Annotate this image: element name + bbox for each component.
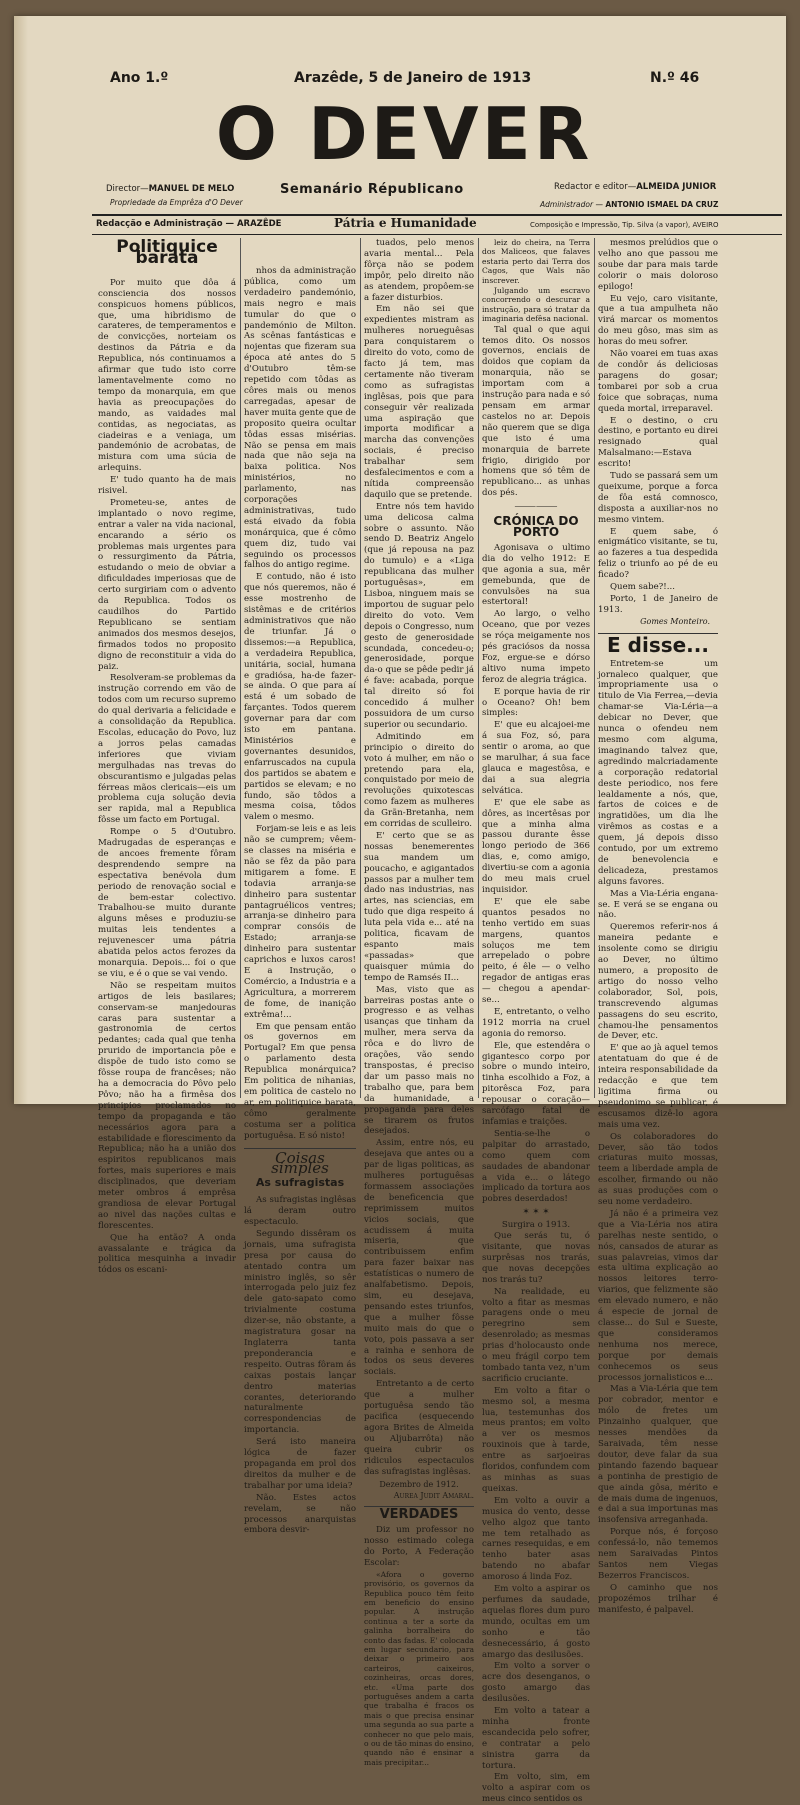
article-paragraph: Entretanto a de certo que a mulher portuguêsa sendo tão pacifica (esquecendo agora Brites de Almeida ou Aljubarrôta) não queira cubrir os ridiculos espectaculos das sufragistas inglêsas.	[364, 1379, 474, 1477]
article-paragraph: Que ha então? A onda avassalante e trágica da politica mesquinha a invadir tódos os escani-	[98, 1232, 236, 1276]
article-paragraph: O caminho que nos propozémos trilhar é manifesto, é palpavel.	[598, 1582, 718, 1615]
column-divider	[360, 238, 361, 1098]
article-paragraph: Mas, visto que as barreiras postas ante o progresso e as velhas usanças que tinham da mulher, mera serva da rôca e do livro de orações, vão sendo transpostas, é preciso dar um passo mais no trabalho que, para bem da humanidade, a propaganda para deles se tirarem os frutos desejados.	[364, 984, 474, 1137]
article-paragraph: Prometeu-se, antes de implantado o novo regime, entrar a valer na vida nacional, encarando a sério os problemas mais urgentes para o ressurgimento da Pátria, estudando o meio de obviar a dificuldades imperiosas que de certo surgiriam com o advento da Republica. Todos os caudilhos do Partido Republicano se sentiam animados dos mesmos desejos, firmados todos no proposito digno de reconstituir a vida do paiz.	[98, 497, 236, 672]
article-paragraph: E porque havia de rir o Oceano? Oh! bem simples:	[482, 686, 590, 719]
article-paragraph: Forjam-se leis e as leis não se cumprem; vêem-se classes na miséria e não se fêz da pão para mitigarem a fome. E todavia arranja-se dinheiro para sustentar pantagruélicos ventres; arranja-se dinheiro para comprar consóis de Estado; arranja-se dinheiro para sustentar caprichos e luxos caros! E a Instrução, o Comércio, a Industria e a Agricultura, a morrerem de fome, de inanição extrêma!...	[244, 824, 356, 1020]
newspaper-page	[14, 16, 786, 1805]
issue-number: N.º 46	[650, 70, 700, 86]
editor-line: Redactor e editor—ALMEIDA JUNIOR	[554, 182, 717, 192]
article-paragraph: Em volto a sorver o acre dos desenganos, o gosto amargo das desilusões.	[482, 1661, 590, 1705]
article-paragraph: E' que eu alcajoei-me á sua Foz, só, para sentir o aroma, ao que se marulhar, á sua face glauca e magestôsa, e dai a sua alegria selvática.	[482, 720, 590, 796]
article-paragraph: Na realidade, eu volto a fitar as mesmas paragens onde o meu peregrino sem desenrolado; as mesmas prias d'holocausto onde o meu frágil corpo tem tombado tanta vez, n'um sacrificio cruciante.	[482, 1286, 590, 1384]
quoted-note: «Afora o governo provisório, os governos da Republica pouco têm feito em beneficio do ensino popular. A instrução continua a ter a sorte da galinha borralheira do conto das fadas. E' colocada em lugar secundario, para deixar o primeiro aos carteiros, caixeiros, cozinheiras, orcas dores, etc. «Uma parte dos portuguêses andem a carta que trabalha é fracos os mais o que precisa ensinar uma segunda ao sua parte a conhecer no que pelo mais, o ou de tão minas do ensino, quando não é ensinar a mais precipitar...	[364, 1569, 474, 1767]
article-paragraph: E' que ele sabe as dôres, as incertêsas por que a minha alma passou durante êsse longo periodo de 366 dias, e, como amigo, divertiu-se com a agonia do meu mais cruel inquisidor.	[482, 797, 590, 895]
article-paragraph: E' que ele sabe quantos pesados no tenho vertido em suas margens, quantos soluços me tem arrepelado o pobre peito, é êle — o velho regador de antigas eras — chegou a apendar-se...	[482, 896, 590, 1006]
administrator-line: Administrador — ANTONIO ISMAEL DA CRUZ	[540, 200, 719, 209]
article-paragraph: Já não é a primeira vez que a Via-Léria nos atira parelhas neste sentido, o nós, cansados de aturar as suas palavreias, vimos dar esta ultima explicação ao nossos leitores terro-viarios, que felizmente são em elevado numero, e não á especie de jornal de classe... do Sul e Sueste, que consideramos nenhuma nos merece, porque por demais conhecemos os seus processos jornalisticos e...	[598, 1208, 718, 1383]
article-paragraph: E' que ao jà aquel temos atentatuam do que é de inteira responsabilidade da redacção e que tem ligitima firma ou pseudonimo se publicar, é escusamos dizê-lo agora mais uma vez.	[598, 1043, 718, 1130]
column-5	[598, 238, 718, 1615]
article-paragraph: Por muito que dôa á consciencia dos nossos conspicuos homens públicos, que, uma hibridismo de carateres, de temperamentos e de convicções, norteiam os destinos da Pátria e da Republica, nós continuamos a afirmar que tudo isto corre lamentavelmente como no tempo da monarquia, em que havia as preocupações do mando, as vaidades mal contidas, as negociatas, as ciadeiras e a veniaga, um pandemónio de acrobatas, de mistura com uma súcia de arlequins.	[98, 277, 236, 474]
article-paragraph: Porque nós, é forçoso confessá-lo, não tememos nem Saraivadas Pintos Santos nem Viegas Bezerros Franciscos.	[598, 1527, 718, 1581]
article-signature: Gomes Monteiro.	[640, 616, 710, 626]
article-paragraph: E' certo que se as nossas benemerentes sua mandem um poucacho, e agigantados passos par a mulher tem dado nas industrias, nas artes, nas sciencias, em tudo que diga respeito á luta pela vida e... até na politica, ficavam de espanto mais «passadas» que quaisquer múmia do tempo de Ramsés II...	[364, 830, 474, 983]
article-paragraph: Assim, entre nós, eu desejava que antes ou a par de ligas politicas, as mulheres portuguêsas formassem associações de beneficencia que reprimissem muitos vicios sociais, que acudissem á muita miseria, que contribuissem enfim para fazer baixar nas estatísticas o numero de analfabetismo. Depois, sim, eu desejava, pensando estes triunfos, que a mulher fôsse muito mais do que o voto, pois passava a ser a rainha e senhora de todos os seus deveres sociais.	[364, 1138, 474, 1378]
article-paragraph: Em volto a ouvir a musica do vento, desse velho algoz que tanto me tem retalhado as carnes resequidas, e em tenho bater asas batendo no abafar amoroso á linda Foz.	[482, 1495, 590, 1583]
article-paragraph: E' tudo quanto ha de mais risivel.	[98, 475, 236, 497]
column-2	[244, 266, 357, 1536]
article-paragraph: Não voarei em tuas axas de condôr ás deliciosas paragens do gosar; tombarei por sob a crua foice que sobraças, numa queda mortal, irreparavel.	[598, 349, 718, 414]
issue-date: Arazêde, 5 de Janeiro de 1913	[294, 70, 532, 86]
article-paragraph: E, entretanto, o velho 1912 morria na cruel agonia do remorso.	[482, 1006, 590, 1039]
ownership-line: Propriedade da Emprêza d'O Dever	[110, 198, 243, 207]
article-paragraph: Em volto a aspirar os perfumes da saudade, aquelas flores dum puro mundo, ocultas em um sonho e tão desnecessário, á gosto amargo das desilusões.	[482, 1584, 590, 1660]
headline-politiquice: Politiquice barata	[116, 237, 218, 268]
column-1	[98, 237, 236, 1276]
article-paragraph: Admitindo em principio o direito do voto á mulher, em não o pretendo para ela, conquistado por meio de revoluções quixotescas como fazem as mulheres da Grãn-Bretanha, nem em corridas de sculleiro.	[364, 731, 474, 830]
article-paragraph: Diz um professor no nosso estimado colega do Porto, A Federação Escolar:	[364, 1525, 474, 1568]
column-divider	[240, 238, 241, 1098]
article-paragraph: Ao largo, o velho Oceano, que por vezes se róça meigamente nos pés graciósos da nossa Foz, ergue-se e dórso altivo numa impeto feroz de alegria trágica.	[482, 609, 590, 685]
article-paragraph: Segundo dissêram os jornais, uma sufragista presa por causa do atentado contra um ministro inglês, so sêr interrogada pelo juiz fez dele gato-sapato como trivialmente costuma dizer-se, não obstante, a magistratura gosar na Inglaterra tanta preponderancia e respeito. Outras fôram ás caixas postais lançar dentro materias corantes, deteriorando naturalmente correspondencias de importancia.	[244, 1228, 356, 1436]
article-paragraph: Os colaboradores do Dever, são tão todos criaturas muito mossas, teem a liberdade ampla de escolher, firmando ou não as suas produções com o seu nome verdadeiro.	[598, 1131, 718, 1208]
article-date: Dezembro de 1912.	[379, 1480, 459, 1490]
column-divider	[594, 238, 595, 1098]
masthead-title: O DEVER	[215, 92, 593, 176]
article-paragraph: Que serás tu, ó visitante, que novas surprêsas nos trarás, que novas decepções nos trarás tu?	[482, 1231, 590, 1285]
article-paragraph: Tudo se passará sem um queixume, porque a forca de fôa está comnosco, disposta a auxiliar-nos no mesmo vintem.	[598, 471, 718, 525]
column-divider	[478, 238, 479, 1098]
article-paragraph: As sufragistas inglêsas lá deram outro espectaculo.	[244, 1195, 356, 1228]
article-paragraph: tuados, pelo menos avaria mental... Pela fôrça não se podem impôr, pelo direito não as atendem, propôem-se a fazer disturbios.	[364, 238, 474, 303]
article-paragraph: Tal qual o que aqui temos dito. Os nossos governos, enciais de doidos que copiam da monarquia, não se importam com a instrução para nada e só pensam em armar castelos no ar. Depois não querem que se diga que isto é uma monarquia de barrete frigio, dirigido por homens que só têm de republicano... as unhas dos pés.	[482, 324, 590, 499]
article-paragraph: Entre nós tem havido uma delicosa calma sobre o assunto. Não sendo D. Beatriz Angelo (que já repousa na paz do tumulo) e a «Liga republicana das mulher portuguêsas», em Lisboa, ninguem mais se importou de suguar pelo direito do voto. Vem depois o Congresso, num gesto de generosidade scundada, concedeu-o; generosidade, porque da-o que se pêde pedir já é fave: acabada, porque tal direito só foi concedido á mulher possuidora de um curso superior ou secundario.	[364, 501, 474, 730]
article-paragraph: Mas a Via-Léria engana-se. E verá se se engana ou não.	[598, 888, 718, 921]
printer-line: Composição e Impressão, Tip. Silva (a vapor), AVEIRO	[530, 221, 719, 229]
motto: Pátria e Humanidade	[334, 216, 477, 230]
section-verdades: VERDADES	[379, 1507, 459, 1523]
quoted-note: Julgando um escravo concorrendo o descurar a instrução, para só tratar da imaginaria defêsa nacional.	[482, 286, 590, 324]
article-paragraph: Rompe o 5 d'Outubro. Madrugadas de esperanças e de ancoes fremente fôram desprendendo sempre na espectativa benévola dum periodo de renovação social e de bem-estar colectivo. Trabalhou-se muito durante alguns mêses e produziu-se muitas leis tendentes a rejuvenescer uma pátria abatida pelos actos ferozes da monarquia. Depois... foi o que se viu, e é o que se vai vendo.	[98, 827, 236, 979]
article-paragraph: E contudo, não é isto que nós queremos, não é esse mostrenho de sistêmas e de critérios administrativos que não de triunfar. Já o dissemos:—a Republica, a verdadeira Republica, unitária, social, humana e gradiósa, ha-de fazer-se ainda. O que para aí está é um sobado de farçantes. Todos querem governar para dar com isto em pantana. Ministérios e governantes desunidos, enfarruscados na cupula dos partidos se abatem e partidos se elevam; e no fundo, são tôdos a mesma coisa, tôdos valem o mesmo.	[244, 572, 356, 823]
article-paragraph: Em volto, sim, em volto a aspirar com os meus cinco sentidos os	[482, 1772, 590, 1805]
article-paragraph: Quem sabe?!...	[610, 582, 675, 593]
article-paragraph: Mas a Via-Léria que tem por cobrador, mentor e mólo de fretes um Pinzainho qualquer, que nesses mendões da Saraivada, têm nesse doutor, deve falar da sua pintando fazendo baquear a pontinha de prestigio de que ainda gôsa, mérito e de mais duma de ingenuos, e dai a sua importunas mas insofensiva arreganhada.	[598, 1384, 718, 1526]
subsection-sufragistas: As sufragistas	[255, 1176, 345, 1190]
article-paragraph: Ele, que estendêra o gigantesco corpo por sobre o mundo inteiro, tinha escolhido a Foz, a pitorêsca Foz, para repousar o coração—sarcófago fatal de infamias e traições.	[482, 1040, 590, 1127]
surgiu-line: Surgira o 1913.	[501, 1220, 571, 1231]
article-paragraph: Queremos referir-nos á maneira pedante e insolente como se dirigiu ao Dever, no último numero, a proposito de artigo do nosso velho colaborador, Sol, pois, transcrevendo algumas passagens do seu escrito, chamou-lhe pensamentos de Dever, etc.	[598, 922, 718, 1042]
article-paragraph: nhos da administração pública, como um verdadeiro pandemónio, mais negro e mais tumular do que o pandemónio de Milton. As scênas fantásticas e nojentas que fizeram sua época até antes do 5 d'Outubro têm-se repetido com tôdas as côres mais ou menos carregadas, apesar de haver muita gente que de proposito queira ocultar tôdas essas misérias. Não se pensa em mais nada que não seja na baixa politica. Nos ministérios, no parlamento, nas corporações administrativas, tudo está eivado da fobia monárquica, que é cômo quem diz, tudo vai seguindo os processos falhos do antigo regime.	[244, 266, 357, 571]
column-4: leiz do cheira, na Terra dos Maliceos, que falaves estaria perto dai Terra dos Cagos, que Wals não inscrever. Julgando um escravo concorrendo o descurar a instrução, para só tratar da imaginaria defêsa nacional. Tal qual o que aqui temos dito. Os nossos governos, enciais de doidos que copiam da monarquia, não se importam com a instrução para nada e só pensam em armar castelos no ar. Depois não querem que se diga que isto é uma monarquia de barrete frigio, dirigido por homens que só têm de republicano... as unhas dos pés. ⸻⸻ CRÓNICA DO PORTO Agonisava o ultimo dia do velho 1912: E que agonia a sua, mêr gemebunda, que de convulsões na sua estertoral! Ao largo, o velho Oceano, que por vezes se róça meigamente nos pés graciósos da nossa Foz, ergue-se e dórso altivo numa impeto feroz de alegria trágica. E porque havia de rir o Oceano? Oh! bem simples: E' que eu alcajoei-me á sua Foz, só, para sentir o aroma, ao que se marulhar, á sua face glauca e magestôsa, e dai a sua alegria selvática. E' que ele sabe as dôres, as incertêsas por que a minha alma passou durante êsse longo periodo de 366 dias, e, como amigo, divertiu-se com a agonia do meu mais cruel inquisidor. E' que ele sabe quantos pesados no tenho vertido em suas margens, quantos soluços me tem arrepelado o pobre peito, é êle — o velho regador de antigas eras — chegou a apendar-se... E, entretanto, o velho 1912 morria na cruel agonia do remorso. Ele, que estendêra o gigantesco corpo por sobre o mundo inteiro, tinha escolhido a Foz, a pitorêsca Foz, para repousar o coração—sarcófago fatal de infamias e traições. Sentia-se-lhe o palpitar do arrastado, como quem com saudades de abandonar a vida e... o látego implicado da tortura aos pobres deserdados! ✶ ✶ ✶ Surgira o 1913. Que serás tu, ó visitante, que novas surprêsas nos trarás, que novas decepções nos trarás tu? Na realidade, eu volto a fitar as mesmas paragens onde o meu peregrino sem desenrolado; as mesmas prias d'holocausto onde o meu frágil corpo tem tombado tanta vez, n'um sacrificio cruciante. Em volto a fitar o mesmo sol, a mesma lua, testemunhas dos meus prantos; em volto a ver os mesmos rouxinois que à tarde, entre as sarjoeiras floridos, confundem com as minhas as suas queixas. Em volto a ouvir a musica do vento, desse velho algoz que tanto me tem retalhado as carnes resequidas, e em tenho bater asas batendo no abafar amoroso á linda Foz. Em volto a aspirar os perfumes da saudade, aquelas flores dum puro mundo, ocultas em um sonho e tão desnecessário, á gosto amargo das desilusões. Em volto a sorver o acre dos desenganos, o gosto amargo das desilusões. Em volto a tatear a minha fronte escandecida pelo sofrer, e contratar a pelo sinistra garra da tortura. Em volto, sim, em volto a aspirar com os meus cinco sentidos os	[482, 238, 590, 1805]
article-paragraph: Em não sei que expedientes mistram as mulheres norueguêsas para conquistarem o direito do voto, como de facto já tem, mas certamente não tiveram como as sufragistas inglêsas, pois que para conseguir vêr realizada uma aspiração que importa modificar a marcha das convenções sociais, é preciso trabalhar sem desfalecimentos e com a nítida compreensão daquilo que se pretende.	[364, 304, 474, 500]
article-paragraph: Resolveram-se problemas da instrução correndo em vão de todos com um recurso supremo do qual derivaria a felicidade e a consolidação da Republica. Escolas, educação do Povo, luz a jorros pelas camadas inferiores que viviam mergulhadas nas trevas do obscurantismo e julgadas pelas férreas mãos clericais—eis um problema cuja solução devia ser rapida, mal a Republica fôsse um facto em Portugal.	[98, 673, 236, 826]
article-paragraph: Entretem-se um jornaleco qualquer, que impropriamente usa o titulo de Via Ferrea,—devia chamar-se Via-Léria—a debicar no Dever, que nunca o ofendeu nem mesmo com alguma, imaginando talvez que, agredindo malcriadamente a corporação redatorial deste periodico, nos fere lealdamente a nós, que, fartos de coices e de ingratidões, um dia lhe virêmos as costas e a quem, já depois disso contudo, por um extremo de benevolencia e delicadeza, prestamos alguns favores.	[598, 658, 718, 887]
article-paragraph: Não se respeitam muitos artigos de leis basilares; conservam-se manjedouras caras para sustentar a gastronomia de certos pedantes; cada qual que tenha prurido de importancia pôe e dispõe de tudo isto como se fôsse roupa de francêses; não ha a democracia do Pôvo pelo Pôvo; não ha a firmêsa dos principios proclamados no tempo da propaganda e tão necessários agora para a estabilidade e florescimento da Republica; não ha a união dos espiritos republicanos mais fortes, mais superiores e mais disciplinados, que deveriam meter ombros á emprêsa grandiosa de elevar Portugal ao nivel das nações cultas e florescentes.	[98, 980, 236, 1231]
article-place-date: Porto, 1 de Janeiro de 1913.	[598, 594, 718, 615]
column-3	[364, 238, 474, 1767]
quoted-note: leiz do cheira, na Terra dos Maliceos, que falaves estaria perto dai Terra dos Cagos, que Wals não inscrever.	[482, 238, 590, 285]
article-paragraph: Em volto a tatear a minha fronte escandecida pelo sofrer, e contratar a pelo sinistra garra da tortura.	[482, 1706, 590, 1771]
article-paragraph: mesmos prelúdios que o velho ano que passou me soube dar para mais tarde colorir o mais doloroso epilogo!	[598, 238, 718, 292]
article-paragraph: Em que pensam então os governos em Portugal? Em que pensa o parlamento desta Republica monárquica? Em politica de nihanias, em politica de castelo no ar, em politiquice barata, cômo geralmente costuma ser a politica portuguêsa. E só nisto!	[244, 1021, 356, 1141]
article-paragraph: Em volto a fitar o mesmo sol, a mesma lua, testemunhas dos meus prantos; em volto a ver os mesmos rouxinois que à tarde, entre as sarjoeiras floridos, confundem com as minhas as suas queixas.	[482, 1385, 590, 1494]
article-paragraph: Sentia-se-lhe o palpitar do arrastado, como quem com saudades de abandonar a vida e... o látego implicado da tortura aos pobres deserdados!	[482, 1128, 590, 1205]
article-paragraph: E quem sabe, ó enigmático visitante, se tu, ao fazeres a tua despedida feliz o triunfo ao pé de eu ficado?	[598, 526, 718, 581]
section-cronica-do-porto: CRÓNICA DO PORTO	[493, 514, 579, 539]
header-rule-bottom	[92, 234, 782, 235]
page-fold-shadow	[14, 16, 28, 1104]
article-paragraph: E o destino, o cru destino, e portanto eu direi resignado qual Malsalmano:—Estava escrito!	[598, 415, 718, 470]
section-e-disse: E disse...	[607, 632, 709, 657]
article-paragraph: Será isto maneira lógica de fazer propaganda em prol dos direitos da mulher e de trabalhar por uma ideia?	[244, 1437, 356, 1491]
article-paragraph: Agonisava o ultimo dia do velho 1912: E que agonia a sua, mêr gemebunda, que de convulsões na sua estertoral!	[482, 542, 590, 608]
director-line: Director—MANUEL DE MELO	[106, 184, 235, 194]
section-coisas-simples: Coisas simples	[271, 1148, 329, 1178]
article-paragraph: Eu vejo, caro visitante, que a tua ampulheta não virá marcar os momentos do meu gôso, mas sim as horas do meu sofrer.	[598, 293, 718, 348]
redaction-line: Redacção e Administração — ARAZÊDE	[96, 219, 282, 229]
subtitle: Semanário Républicano	[280, 182, 464, 197]
article-paragraph: Não. Estes actos revelam, se não processos anarquistas embora desvir-	[244, 1492, 356, 1536]
article-signature: Aurea Judit Amaral.	[393, 1491, 474, 1501]
year-label: Ano 1.º	[110, 70, 169, 86]
